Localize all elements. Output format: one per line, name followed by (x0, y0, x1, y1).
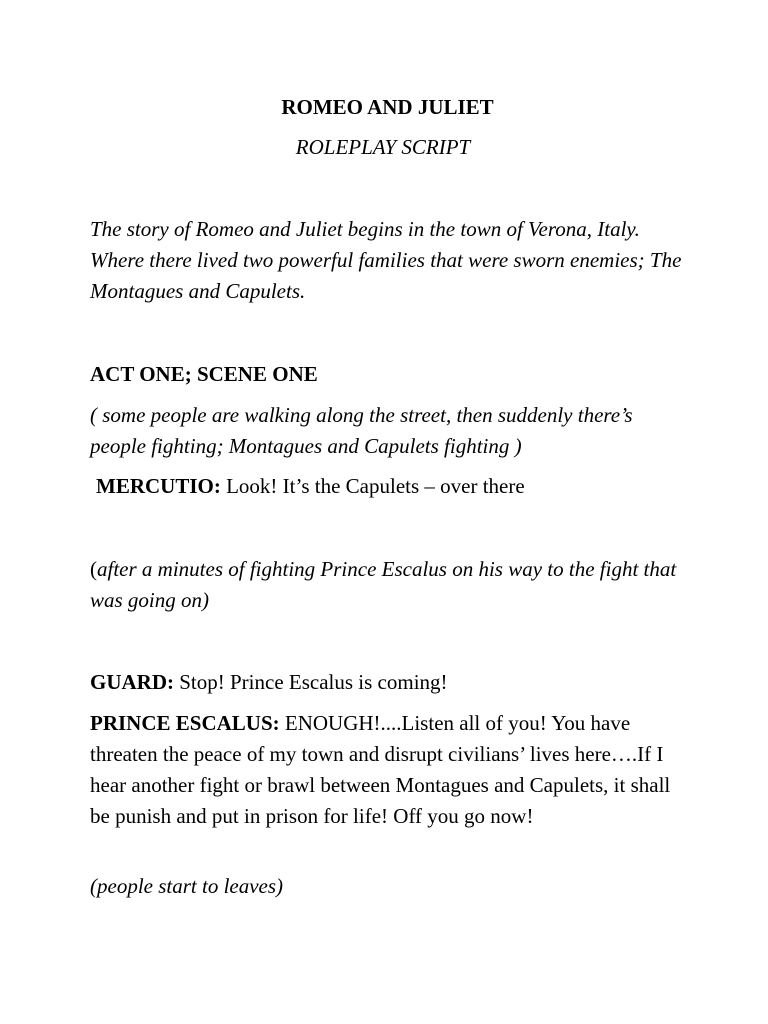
direction-2-text: after a minutes of fighting Prince Escalus on his way to the fight that was going on) (90, 557, 677, 612)
dialogue-mercutio (96, 471, 696, 502)
speaker-prince-escalus: PRINCE ESCALUS: (90, 711, 280, 735)
speaker-mercutio: MERCUTIO: (96, 474, 221, 498)
intro-paragraph: The story of Romeo and Juliet begins in the town of Verona, Italy. Where there lived two powerful families that were sworn enemies; The Montagues and Capulets. (90, 217, 682, 303)
act-heading: ACT ONE; SCENE ONE (90, 362, 318, 386)
line-prince-escalus: ENOUGH!....Listen all of you! You have threaten the peace of my town and disrupt civilians’ lives here….If I hear another fight or brawl between Montagues and Capulets, it shall be punish and put in prison for life! Off you go now! (90, 711, 671, 828)
dialogue-prince-escalus (90, 708, 690, 832)
document-subtitle: ROLEPLAY SCRIPT (295, 135, 471, 159)
stage-direction-1: ( some people are walking along the street, then suddenly there’s people fighting; Montagues and Capulets fighting ) (90, 403, 633, 458)
line-guard: Stop! Prince Escalus is coming! (179, 670, 448, 694)
direction-2-open-paren: ( (90, 557, 97, 581)
speaker-guard: GUARD: (90, 670, 174, 694)
document-title: ROMEO AND JULIET (281, 95, 494, 119)
line-mercutio: Look! It’s the Capulets – over there (226, 474, 525, 498)
dialogue-guard (90, 667, 690, 698)
stage-direction-2 (90, 554, 690, 616)
stage-direction-3: (people start to leaves) (90, 874, 284, 898)
